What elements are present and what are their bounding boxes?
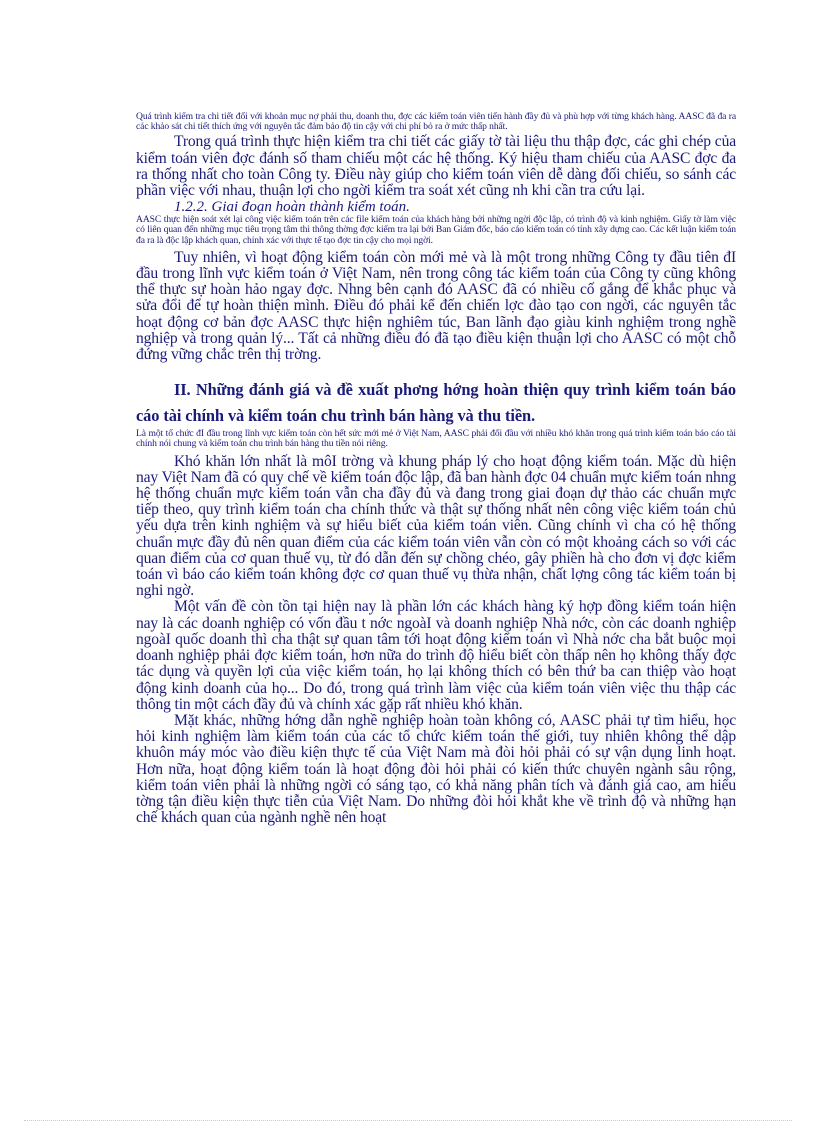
paragraph-company-strengths: Tuy nhiên, vì hoạt động kiểm toán còn mới mẻ và là một trong những Công ty đầu tiên đI đầu trong lĩnh vực kiểm toán ở Việt Nam, nên trong công tác kiểm toán của Công ty cũng không thể thực sự hoàn hảo ngay đợc. Nhng bên cạnh đó AASC đã có nhiều cố gắng để khắc phục và sửa đổi để tự hoàn thiện mình. Điều đó phải kể đến chiến lợc đào tạo con ngời, các nguyên tắc hoạt động cơ bản đợc AASC thực hiện nghiêm túc, Ban lãnh đạo giàu kinh nghiệm trong nghề nghiệp và trong quản lý... Tất cả những điều đó đã tạo điều kiện thuận lợi cho AASC có một chỗ đứng vững chắc trên thị trờng. — [136, 248, 736, 364]
section-heading-ii: II. Những đánh giá và đề xuất phơng hớng hoàn thiện quy trình kiểm toán báo cáo tài chính và kiểm toán chu trình bán hàng và thu tiền. — [136, 380, 736, 426]
note-review-files: AASC thực hiện soát xét lại công việc kiểm toán trên các file kiểm toán của khách hàng bởi những ngời độc lập, có trình độ và kinh nghiệm. Giấy tờ làm việc có liên quan đến những mục tiêu trọng tâm thì thông thờng đợc kiểm tra lại bởi Ban Giám đốc, báo cáo kiểm toán có tính xây dựng cao. Các kết luận kiểm toán đa ra là độc lập khách quan, chính xác với thực tế tạo đợc tin cậy cho mọi ngời. — [136, 214, 736, 246]
paragraph-professional-guidance: Mặt khác, những hớng dẫn nghề nghiệp hoàn toàn không có, AASC phải tự tìm hiểu, học hỏi kinh nghiệm làm kiểm toán của các tổ chức kiểm toán thế giới, tuy nhiên không thể dập khuôn máy móc vào điều kiện thực tế của Việt Nam mà đòi hỏi phải có sự vận dụng linh hoạt. Hơn nữa, hoạt động kiểm toán là hoạt động đòi hỏi phải có kiến thức chuyên ngành sâu rộng, kiểm toán viên phải là những ngời có sáng tạo, có khả năng phân tích và đánh giá cao, am hiểu tờng tận điều kiện thực tiễn của Việt Nam. Do những đòi hỏi khắt khe về trình độ và những hạn chế khách quan của ngành nghề nên hoạt — [136, 711, 736, 827]
document-page — [136, 112, 736, 826]
note-difficulties: Là một tổ chức đI đầu trong lĩnh vực kiểm toán còn hết sức mới mẻ ở Việt Nam, AASC phải đối đầu với nhiều khó khăn trong quá trình kiểm toán báo cáo tài chính nói chung và kiểm toán chu trình bán hàng thu tiền nói riêng. — [136, 428, 736, 450]
paragraph-legal-environment: Khó khăn lớn nhất là môI trờng và khung pháp lý cho hoạt động kiểm toán. Mặc dù hiện nay Việt Nam đã có quy chế về kiểm toán độc lập, đã ban hành đợc 04 chuẩn mực kiểm toán nhng hệ thống chuẩn mực kiểm toán vẫn cha đầy đủ và đang trong giai đoạn dự thảo các chuẩn mực tiếp theo, quy trình kiểm toán cha chính thức và thật sự thống nhất nên công việc kiểm toán chủ yếu dựa trên kinh nghiệm và sự hiểu biết của kiểm toán viên. Cũng chính vì cha có hệ thống chuẩn mực đầy đủ nên quan điểm của các kiểm toán viên vẫn còn có một khoảng cách so với các quan điểm của cơ quan thuế vụ, từ đó dẫn đến sự chồng chéo, gây phiền hà cho đơn vị đợc kiểm toán vì báo cáo kiểm toán không đợc cơ quan thuế vụ thừa nhận, chất lợng công tác kiểm toán bị nghi ngờ. — [136, 452, 736, 600]
subheading-completion-stage: 1.2.2. Giai đoạn hoàn thành kiểm toán. — [174, 199, 410, 216]
note-receivables-detail: Quá trình kiểm tra chi tiết đối với khoản mục nợ phải thu, doanh thu, đợc các kiểm toán viên tiến hành đầy đủ và phù hợp với từng khách hàng. AASC đã đa ra các khảo sát chi tiết thích ứng với nguyên tắc đảm bảo độ tin cậy với chi phí bỏ ra ở mức thấp nhất. — [136, 111, 736, 133]
paragraph-reference-numbering: Trong quá trình thực hiện kiểm tra chi tiết các giấy tờ tài liệu thu thập đợc, các ghi chép của kiểm toán viên đợc đánh số tham chiếu một các hệ thống. Ký hiệu tham chiếu của AASC đợc đa ra thống nhất cho toàn Công ty. Điều này giúp cho kiểm toán viên dễ dàng đối chiếu, so sánh các phần việc với nhau, thuận lợi cho ngời kiểm tra soát xét cũng nh khi cần tra cứu lại. — [136, 133, 736, 200]
page-bottom-divider — [24, 1120, 792, 1121]
paragraph-client-base: Một vấn đề còn tồn tại hiện nay là phần lớn các khách hàng ký hợp đồng kiểm toán hiện nay là các doanh nghiệp có vốn đầu t nớc ngoàI và doanh nghiệp Nhà nớc, còn các doanh nghiệp ngoàI quốc doanh thì cha thật sự quan tâm tới hoạt động kiểm toán vì Nhà nớc cha bắt buộc mọi doanh nghiệp phải đợc kiểm toán, hơn nữa do trình độ hiểu biết còn thấp nên họ không thấy đợc tác dụng và quyền lợi của việc kiểm toán, họ lại không thích có bên thứ ba can thiệp vào hoạt động kinh doanh của họ... Do đó, trong quá trình làm việc của kiểm toán viên việc thu thập các thông tin một cách đầy đủ và chính xác gặp rất nhiều khó khăn. — [136, 598, 736, 713]
